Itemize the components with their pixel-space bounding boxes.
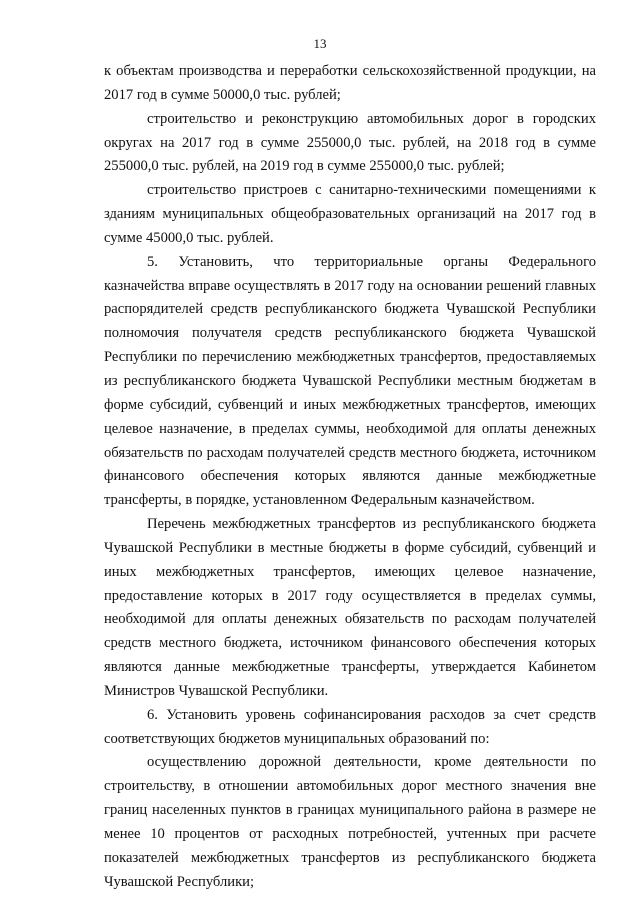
paragraph-school-annex-funding: строительство пристроев с санитарно-техническими помещениями к зданиям муниципальных общеобразовательных организаций на 2017 год в сумме 45000,0 тыс. рублей. [104,182,596,246]
paragraph-item-5-treasury-authority: 5. Установить, что территориальные органы Федерального казначейства вправе осуществлять в 2017 году на основании решений главных распорядителей средств республиканского бюджета Чувашской Республики полномочия получателя средств республиканского бюджета Чувашской Республики по перечислению межбюджетных трансфертов, предоставляемых из республиканского бюджета Чувашской Республики местным бюджетам в форме субсидий, субвенций и иных межбюджетных трансфертов, имеющих целевое назначение, в пределах суммы, необходимой для оплаты денежных обязательств по расходам получателей средств местного бюджета, источником финансового обеспечения которых являются данные межбюджетные трансферты, в порядке, установленном Федеральным казначейством. [104,253,596,509]
paragraph-transfer-list-approval: Перечень межбюджетных трансфертов из республиканского бюджета Чувашской Республики в местные бюджеты в форме субсидий, субвенций и иных межбюджетных трансфертов, имеющих целевое назначение, предоставление которых в 2017 году осуществляется в пределах суммы, необходимой для оплаты денежных обязательств по расходам получателей средств местного бюджета, источником финансового обеспечения которых являются данные межбюджетные трансферты, утверждается Кабинетом Министров Чувашской Республики. [104,516,596,699]
paragraph-road-construction-funding: строительство и реконструкцию автомобильных дорог в городских округах на 2017 год в сумме 255000,0 тыс. рублей, на 2018 год в сумме 255000,0 тыс. рублей, на 2019 год в сумме 255000,0 тыс. рублей; [104,110,596,175]
page-number: 13 [313,36,327,51]
paragraph-item-6-cofinancing: 6. Установить уровень софинансирования расходов за счет средств соответствующих бюджетов муниципальных образований по: [104,706,596,747]
paragraph-road-activity-cofinancing: осуществлению дорожной деятельности, кроме деятельности по строительству, в отношении автомобильных дорог местного значения вне границ населенных пунктов в границах муниципального района в размере не менее 10 процентов от расходных потребностей, учтенных при расчете показателей межбюджетных трансфертов из республиканского бюджета Чувашской Республики; [104,754,596,890]
paragraph-agro-objects-funding: к объектам производства и переработки сельскохозяйственной продукции, на 2017 год в сумме 50000,0 тыс. рублей; [104,63,596,103]
document-body [104,60,596,895]
